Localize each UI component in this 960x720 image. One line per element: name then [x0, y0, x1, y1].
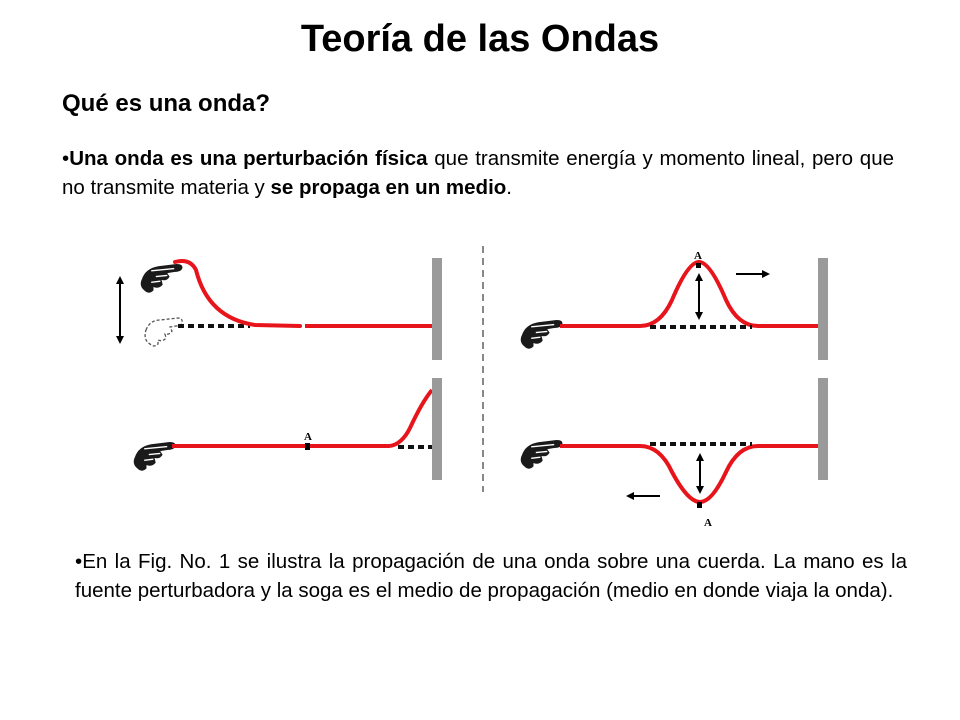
- hand-ghost-icon: [145, 318, 182, 346]
- wall-icon: [432, 378, 442, 480]
- point-a-marker: [696, 263, 701, 268]
- panel-hand-up: [120, 258, 442, 360]
- definition-bold-1: Una onda es una perturbación física: [69, 147, 428, 170]
- rope-pulse: [175, 261, 300, 326]
- slide-subtitle: Qué es una onda?: [62, 90, 271, 117]
- hand-icon: [134, 442, 176, 471]
- hand-icon: [521, 320, 563, 349]
- point-a-label: A: [304, 431, 312, 443]
- wall-icon: [432, 258, 442, 360]
- hand-icon: [141, 264, 183, 293]
- panel-reflection: [134, 378, 442, 480]
- point-a-marker: [305, 443, 310, 450]
- point-a-label: A: [694, 250, 702, 262]
- bullet: •: [62, 147, 70, 170]
- definition-text-2: .: [506, 176, 512, 199]
- figure-explanation-paragraph: [75, 547, 907, 605]
- wall-icon: [818, 378, 828, 480]
- bullet: •: [75, 550, 83, 573]
- slide-title: Teoría de las Ondas: [300, 18, 660, 60]
- panel-pulse-left-inverted: [521, 378, 828, 529]
- rope-pulse: [390, 390, 432, 446]
- hand-icon: [521, 440, 563, 469]
- point-a-marker: [697, 502, 702, 508]
- point-a-label: A: [704, 517, 712, 529]
- explanation-text: En la Fig. No. 1 se ilustra la propagación de una onda sobre una cuerda. La mano es la fuente perturbadora y la soga es el medio de propagación (medio en donde viaja la onda).: [75, 550, 907, 602]
- panel-pulse-right: [521, 250, 828, 360]
- wall-icon: [818, 258, 828, 360]
- definition-bold-2: se propaga en un medio: [270, 176, 507, 199]
- definition-text-1: que transmite energía y momento lineal, pero que no transmite materia y: [62, 147, 894, 199]
